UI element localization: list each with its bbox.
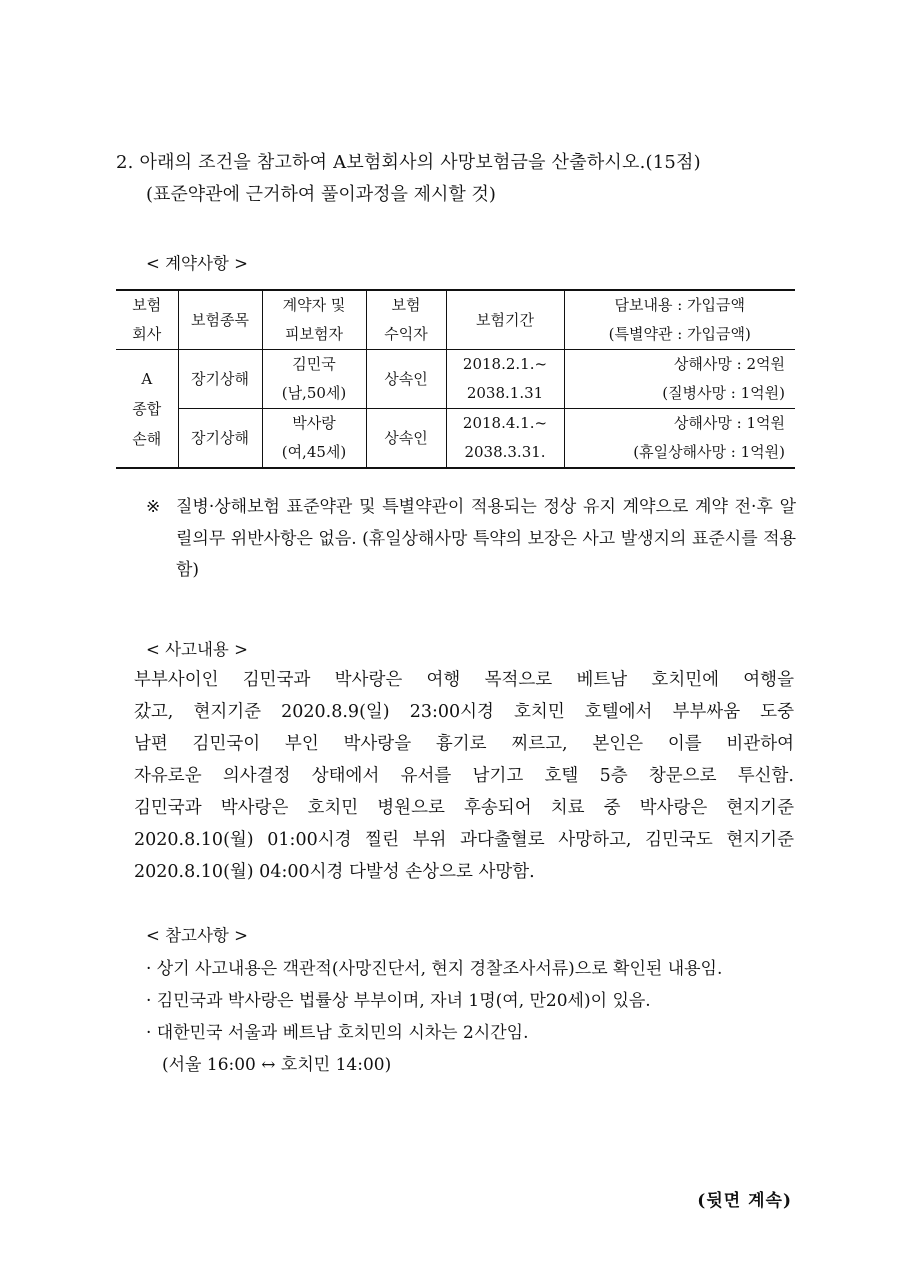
table-row xyxy=(116,409,795,469)
product-cell: 장기상해 xyxy=(178,350,262,409)
time-difference-note: (서울 16:00 ↔ 호치민 14:00) xyxy=(162,1055,392,1075)
header-policyholder: 계약자 및 피보험자 xyxy=(262,290,366,350)
contract-note xyxy=(146,492,796,587)
coverage-cell: 상해사망 : 1억원 (휴일상해사망 : 1억원) xyxy=(564,409,795,469)
product-cell: 장기상해 xyxy=(178,409,262,469)
reference-item: · 김민국과 박사랑은 법률상 부부이며, 자녀 1명(여, 만20세)이 있음. xyxy=(146,991,651,1011)
beneficiary-cell: 상속인 xyxy=(366,409,446,469)
note-text: 질병·상해보험 표준약관 및 특별약관이 적용되는 정상 유지 계약으로 계약 전·후 알릴의무 위반사항은 없음. (휴일상해사망 특약의 보장은 사고 발생지의 표준시를 적용함) xyxy=(176,497,796,580)
table-header-row xyxy=(116,290,795,350)
header-period: 보험기간 xyxy=(446,290,564,350)
header-beneficiary: 보험 수익자 xyxy=(366,290,446,350)
header-coverage: 담보내용 : 가입금액 (특별약관 : 가입금액) xyxy=(564,290,795,350)
insured-cell: 박사랑 (여,45세) xyxy=(262,409,366,469)
accident-heading: < 사고내용 > xyxy=(146,640,248,659)
coverage-cell: 상해사망 : 2억원 (질병사망 : 1억원) xyxy=(564,350,795,409)
period-cell: 2018.2.1.~ 2038.1.31 xyxy=(446,350,564,409)
header-product: 보험종목 xyxy=(178,290,262,350)
accident-line: 갔고, 현지기준 2020.8.9(일) 23:00시경 호치민 호텔에서 부부싸움 도중 xyxy=(134,702,794,722)
company-name-cell: A 종합 손해 xyxy=(116,350,178,469)
note-mark: ※ xyxy=(146,497,161,517)
accident-line: 남편 김민국이 부인 박사랑을 흉기로 찌르고, 본인은 이를 비관하여 xyxy=(134,734,794,754)
accident-line: 김민국과 박사랑은 호치민 병원으로 후송되어 치료 중 박사랑은 현지기준 xyxy=(134,798,794,818)
question-subtitle: (표준약관에 근거하여 풀이과정을 제시할 것) xyxy=(146,184,496,205)
accident-line: 2020.8.10(월) 01:00시경 찔린 부위 과다출혈로 사망하고, 김민국도 현지기준 xyxy=(134,830,794,850)
continued-footer: (뒷면 계속) xyxy=(697,1191,792,1211)
period-cell: 2018.4.1.~ 2038.3.31. xyxy=(446,409,564,469)
reference-heading: < 참고사항 > xyxy=(146,926,248,945)
beneficiary-cell: 상속인 xyxy=(366,350,446,409)
accident-line: 2020.8.10(월) 04:00시경 다발성 손상으로 사망함. xyxy=(134,862,535,882)
header-company: 보험 회사 xyxy=(116,290,178,350)
accident-description xyxy=(134,664,794,888)
contract-table xyxy=(116,289,795,469)
accident-line: 자유로운 의사결정 상태에서 유서를 남기고 호텔 5층 창문으로 투신함. xyxy=(134,766,794,786)
question-title: 2. 아래의 조건을 참고하여 A보험회사의 사망보험금을 산출하시오.(15점) xyxy=(116,152,701,173)
contract-heading: < 계약사항 > xyxy=(146,254,248,273)
insured-cell: 김민국 (남,50세) xyxy=(262,350,366,409)
reference-item: · 대한민국 서울과 베트남 호치민의 시차는 2시간임. xyxy=(146,1023,529,1043)
reference-item: · 상기 사고내용은 객관적(사망진단서, 현지 경찰조사서류)으로 확인된 내용임. xyxy=(146,959,723,979)
accident-line: 부부사이인 김민국과 박사랑은 여행 목적으로 베트남 호치민에 여행을 xyxy=(134,670,794,690)
table-row xyxy=(116,350,795,409)
